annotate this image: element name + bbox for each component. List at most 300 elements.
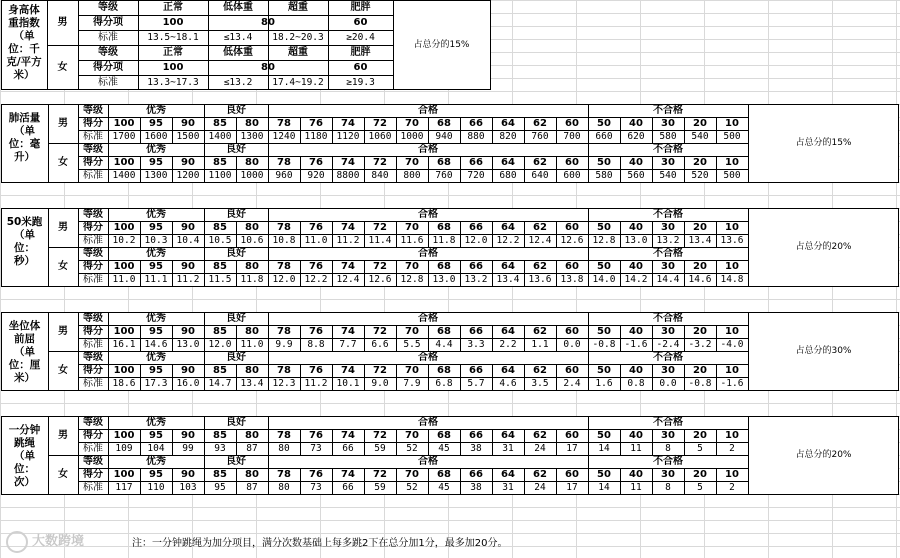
divider — [268, 143, 269, 156]
grade-male-3: 不合格 — [653, 105, 683, 116]
score-cell: 60 — [565, 365, 579, 376]
grade-female-3: 不合格 — [653, 352, 683, 363]
score-cell: 60 — [565, 430, 579, 441]
standard-row-label: 标准 — [83, 131, 103, 142]
female-label: 女 — [58, 469, 68, 480]
standard-cell: 66 — [342, 443, 354, 454]
score-cell: 60 — [565, 261, 579, 272]
standard-cell: 13.4 — [688, 235, 712, 246]
standard-cell: 3.3 — [467, 339, 485, 350]
divider — [204, 143, 205, 156]
bmi-male-label: 男 — [57, 17, 68, 28]
score-cell: 40 — [629, 469, 643, 480]
standard-cell: 7.9 — [403, 378, 421, 389]
standard-cell: 1240 — [272, 131, 296, 142]
standard-cell: 560 — [627, 170, 645, 181]
score-cell: 90 — [181, 326, 195, 337]
score-row-label: 得分 — [83, 469, 103, 480]
score-cell: 78 — [277, 261, 291, 272]
standard-cell: 104 — [147, 443, 165, 454]
standard-cell: 5 — [697, 443, 703, 454]
score-cell: 100 — [113, 222, 135, 233]
score-cell: 60 — [565, 326, 579, 337]
standard-cell: 13.0 — [624, 235, 648, 246]
grade-female-2: 合格 — [418, 144, 438, 155]
score-cell: 74 — [341, 222, 355, 233]
standard-cell: 45 — [438, 482, 450, 493]
standard-cell: 14.2 — [624, 274, 648, 285]
standard-cell: 38 — [470, 443, 482, 454]
grade-male-3: 不合格 — [653, 417, 683, 428]
score-cell: 74 — [341, 118, 355, 129]
standard-cell: 24 — [534, 482, 546, 493]
score-cell: 66 — [469, 469, 483, 480]
score-cell: 100 — [113, 365, 135, 376]
standard-cell: 12.2 — [304, 274, 328, 285]
score-cell: 74 — [341, 469, 355, 480]
standard-cell: 9.9 — [275, 339, 293, 350]
standard-cell: 109 — [115, 443, 133, 454]
standard-cell: 24 — [534, 443, 546, 454]
standard-cell: 12.4 — [528, 235, 552, 246]
grade-female-0: 优秀 — [146, 456, 166, 467]
grade-female-3: 不合格 — [653, 144, 683, 155]
standard-cell: 6.6 — [371, 339, 389, 350]
score-row-label: 得分 — [83, 261, 103, 272]
score-cell: 80 — [245, 118, 259, 129]
standard-cell: 10.2 — [112, 235, 136, 246]
score-cell: 62 — [533, 261, 547, 272]
score-cell: 10 — [725, 365, 739, 376]
grade-row-label: 等级 — [83, 105, 103, 116]
standard-cell: 10.5 — [208, 235, 232, 246]
standard-cell: 12.8 — [592, 235, 616, 246]
bmi-male-std-under: ≤13.4 — [223, 32, 253, 43]
score-cell: 74 — [341, 326, 355, 337]
score-cell: 50 — [597, 469, 611, 480]
standard-cell: 580 — [659, 131, 677, 142]
standard-cell: 700 — [563, 131, 581, 142]
score-cell: 66 — [469, 118, 483, 129]
standard-cell: 11 — [630, 482, 642, 493]
watermark-logo-icon — [6, 531, 28, 553]
divider — [588, 143, 589, 156]
score-cell: 90 — [181, 261, 195, 272]
divider — [204, 455, 205, 468]
standard-cell: 12.0 — [272, 274, 296, 285]
standard-cell: 2.4 — [563, 378, 581, 389]
grade-row-label: 等级 — [83, 352, 103, 363]
standard-cell: 4.6 — [499, 378, 517, 389]
grade-male-2: 合格 — [418, 313, 438, 324]
score-cell: 72 — [373, 365, 387, 376]
score-cell: 62 — [533, 326, 547, 337]
score-cell: 78 — [277, 157, 291, 168]
grade-row-label: 等级 — [83, 144, 103, 155]
standard-row-label: 标准 — [83, 274, 103, 285]
standard-cell: 31 — [502, 443, 514, 454]
standard-cell: 760 — [531, 131, 549, 142]
score-cell: 78 — [277, 326, 291, 337]
score-cell: 72 — [373, 222, 387, 233]
score-cell: 62 — [533, 430, 547, 441]
bmi-female-std-under: ≤13.2 — [223, 77, 253, 88]
grade-male-1: 良好 — [226, 417, 246, 428]
grade-row-label: 等级 — [83, 417, 103, 428]
score-cell: 68 — [437, 118, 451, 129]
standard-cell: 11.4 — [368, 235, 392, 246]
standard-cell: 0.0 — [563, 339, 581, 350]
score-cell: 50 — [597, 222, 611, 233]
grade-row-label: 等级 — [83, 313, 103, 324]
score-cell: 40 — [629, 118, 643, 129]
standard-cell: 14 — [598, 482, 610, 493]
standard-cell: 12.0 — [464, 235, 488, 246]
standard-cell: 13.2 — [464, 274, 488, 285]
divider — [204, 247, 205, 260]
standard-cell: 17 — [566, 482, 578, 493]
grade-female-3: 不合格 — [653, 456, 683, 467]
standard-cell: 73 — [310, 482, 322, 493]
score-cell: 90 — [181, 118, 195, 129]
score-cell: 64 — [501, 469, 515, 480]
grade-female-2: 合格 — [418, 456, 438, 467]
score-cell: 50 — [597, 118, 611, 129]
grade-male-3: 不合格 — [653, 313, 683, 324]
divider — [588, 351, 589, 364]
divider — [204, 208, 205, 221]
standard-cell: 11.2 — [336, 235, 360, 246]
score-cell: 50 — [597, 157, 611, 168]
standard-cell: 11 — [630, 443, 642, 454]
bmi-category-label: 身高体 重指数 （单 位：千 克/平方 米） — [6, 4, 42, 81]
score-cell: 70 — [405, 118, 419, 129]
score-cell: 78 — [277, 118, 291, 129]
divider — [588, 247, 589, 260]
score-cell: 40 — [629, 261, 643, 272]
score-cell: 76 — [309, 118, 323, 129]
score-cell: 30 — [661, 261, 675, 272]
score-cell: 20 — [693, 261, 707, 272]
score-cell: 62 — [533, 118, 547, 129]
footnote: 注：一分钟跳绳为加分项目，满分次数基础上每多跳2下在总分加1分，最多加20分。 — [132, 538, 508, 549]
standard-cell: 3.5 — [531, 378, 549, 389]
standard-cell: 600 — [563, 170, 581, 181]
score-cell: 80 — [245, 365, 259, 376]
standard-cell: 14.4 — [656, 274, 680, 285]
standard-cell: 87 — [246, 443, 258, 454]
standard-cell: -2.4 — [656, 339, 680, 350]
standard-cell: 880 — [467, 131, 485, 142]
grade-female-2: 合格 — [418, 352, 438, 363]
standard-cell: 1200 — [176, 170, 200, 181]
standard-cell: 73 — [310, 443, 322, 454]
grade-female-3: 不合格 — [653, 248, 683, 259]
standard-cell: 1.6 — [595, 378, 613, 389]
score-cell: 20 — [693, 222, 707, 233]
score-cell: 10 — [725, 157, 739, 168]
divider — [588, 312, 589, 325]
standard-cell: 13.0 — [176, 339, 200, 350]
score-cell: 20 — [693, 430, 707, 441]
standard-cell: 17 — [566, 443, 578, 454]
score-cell: 10 — [725, 430, 739, 441]
score-cell: 30 — [661, 118, 675, 129]
standard-cell: 13.4 — [240, 378, 264, 389]
score-cell: 10 — [725, 261, 739, 272]
score-cell: 78 — [277, 222, 291, 233]
standard-cell: 1400 — [208, 131, 232, 142]
divider — [204, 351, 205, 364]
divider — [204, 312, 205, 325]
standard-cell: 1600 — [144, 131, 168, 142]
standard-cell: 2 — [729, 443, 735, 454]
section-category-label: 50米跑 （单 位： 秒） — [6, 216, 43, 267]
divider — [268, 455, 269, 468]
score-cell: 76 — [309, 157, 323, 168]
standard-cell: -1.6 — [624, 339, 648, 350]
standard-cell: 1.1 — [531, 339, 549, 350]
standard-cell: 18.6 — [112, 378, 136, 389]
standard-cell: 110 — [147, 482, 165, 493]
score-cell: 30 — [661, 469, 675, 480]
standard-cell: 13.6 — [720, 235, 744, 246]
bmi-male-score-80: 80 — [261, 17, 275, 28]
score-cell: 95 — [149, 157, 163, 168]
grade-male-2: 合格 — [418, 417, 438, 428]
bmi-female-score-100: 100 — [162, 62, 184, 73]
standard-cell: 13.0 — [432, 274, 456, 285]
section-category-label: 肺活量 （单 位：毫 升） — [8, 112, 41, 163]
score-cell: 76 — [309, 469, 323, 480]
standard-cell: 12.0 — [208, 339, 232, 350]
standard-cell: 80 — [278, 443, 290, 454]
standard-cell: 6.8 — [435, 378, 453, 389]
grade-female-0: 优秀 — [146, 352, 166, 363]
standard-cell: 59 — [374, 443, 386, 454]
score-cell: 50 — [597, 326, 611, 337]
bmi-header-underweight: 低体重 — [223, 2, 253, 13]
score-cell: 85 — [213, 261, 227, 272]
grade-female-1: 良好 — [226, 144, 246, 155]
standard-cell: 940 — [435, 131, 453, 142]
score-cell: 100 — [113, 469, 135, 480]
standard-cell: 12.4 — [336, 274, 360, 285]
score-cell: 76 — [309, 365, 323, 376]
standard-cell: 11.1 — [144, 274, 168, 285]
standard-cell: 620 — [627, 131, 645, 142]
score-cell: 70 — [405, 157, 419, 168]
standard-cell: 11.0 — [112, 274, 136, 285]
grade-male-2: 合格 — [418, 209, 438, 220]
standard-row-label: 标准 — [83, 378, 103, 389]
score-cell: 80 — [245, 469, 259, 480]
score-cell: 64 — [501, 222, 515, 233]
score-cell: 60 — [565, 118, 579, 129]
score-cell: 100 — [113, 430, 135, 441]
score-cell: 100 — [113, 326, 135, 337]
score-row-label: 得分 — [83, 430, 103, 441]
standard-cell: 680 — [499, 170, 517, 181]
score-cell: 30 — [661, 157, 675, 168]
divider — [588, 208, 589, 221]
score-cell: 64 — [501, 118, 515, 129]
standard-cell: 5.5 — [403, 339, 421, 350]
score-cell: 62 — [533, 222, 547, 233]
standard-cell: -3.2 — [688, 339, 712, 350]
score-cell: 85 — [213, 430, 227, 441]
score-cell: 76 — [309, 222, 323, 233]
score-cell: 72 — [373, 261, 387, 272]
standard-cell: 52 — [406, 443, 418, 454]
score-cell: 76 — [309, 326, 323, 337]
standard-cell: 11.0 — [240, 339, 264, 350]
standard-cell: -0.8 — [592, 339, 616, 350]
score-cell: 64 — [501, 430, 515, 441]
bmi-female-score-60: 60 — [353, 62, 368, 73]
standard-cell: 820 — [499, 131, 517, 142]
grade-row-label: 等级 — [83, 248, 103, 259]
female-label: 女 — [58, 365, 68, 376]
score-cell: 85 — [213, 118, 227, 129]
score-cell: 68 — [437, 222, 451, 233]
standard-cell: 14.6 — [688, 274, 712, 285]
score-row-label: 得分 — [83, 326, 103, 337]
standard-cell: 720 — [467, 170, 485, 181]
standard-cell: 0.0 — [659, 378, 677, 389]
bmi-header-obese: 肥胖 — [350, 2, 371, 13]
score-cell: 68 — [437, 157, 451, 168]
score-cell: 100 — [113, 157, 135, 168]
watermark-text: 大数跨境 — [32, 534, 85, 549]
score-cell: 68 — [437, 326, 451, 337]
score-cell: 64 — [501, 261, 515, 272]
score-cell: 70 — [405, 222, 419, 233]
score-cell: 100 — [113, 261, 135, 272]
score-row-label: 得分 — [83, 157, 103, 168]
divider — [588, 416, 589, 429]
grade-male-0: 优秀 — [146, 313, 166, 324]
score-cell: 85 — [213, 365, 227, 376]
standard-cell: 14.7 — [208, 378, 232, 389]
divider — [588, 104, 589, 117]
score-cell: 64 — [501, 365, 515, 376]
bmi-female-header-underweight: 低体重 — [223, 47, 253, 58]
standard-cell: 540 — [659, 170, 677, 181]
standard-cell: 0.8 — [627, 378, 645, 389]
standard-cell: 7.7 — [339, 339, 357, 350]
bmi-male-score-100: 100 — [162, 17, 184, 28]
standard-cell: 1400 — [112, 170, 136, 181]
standard-cell: 80 — [278, 482, 290, 493]
bmi-male-score-60: 60 — [353, 17, 368, 28]
score-cell: 66 — [469, 430, 483, 441]
score-cell: 85 — [213, 222, 227, 233]
score-cell: 40 — [629, 326, 643, 337]
standard-cell: 93 — [214, 443, 226, 454]
score-cell: 72 — [373, 157, 387, 168]
standard-cell: 660 — [595, 131, 613, 142]
score-cell: 78 — [277, 365, 291, 376]
bmi-female-score-80: 80 — [261, 62, 275, 73]
divider — [268, 247, 269, 260]
bmi-female-score-label: 得分项 — [93, 62, 123, 73]
bmi-female-header-obese: 肥胖 — [350, 47, 371, 58]
grade-female-0: 优秀 — [146, 144, 166, 155]
bmi-male-std-normal: 13.5~18.1 — [147, 32, 199, 43]
standard-cell: 10.8 — [272, 235, 296, 246]
standard-cell: 11.6 — [400, 235, 424, 246]
bmi-header-grade: 等级 — [98, 2, 118, 13]
grade-male-1: 良好 — [226, 209, 246, 220]
divider — [588, 455, 589, 468]
bmi-female-std-label: 标准 — [98, 77, 118, 88]
section-category-label: 坐位体 前屈 （单 位：厘 米） — [8, 320, 41, 384]
standard-cell: 4.4 — [435, 339, 453, 350]
standard-cell: 11.8 — [432, 235, 456, 246]
score-cell: 50 — [597, 261, 611, 272]
divider — [268, 416, 269, 429]
standard-cell: 117 — [115, 482, 133, 493]
standard-cell: 1300 — [240, 131, 264, 142]
score-cell: 80 — [245, 326, 259, 337]
bmi-female-header-overweight: 超重 — [288, 47, 308, 58]
grade-female-0: 优秀 — [146, 248, 166, 259]
score-cell: 20 — [693, 157, 707, 168]
bmi-header-overweight: 超重 — [288, 2, 308, 13]
score-cell: 20 — [693, 469, 707, 480]
standard-cell: 14.8 — [720, 274, 744, 285]
score-cell: 95 — [149, 222, 163, 233]
score-cell: 64 — [501, 326, 515, 337]
standard-cell: 95 — [214, 482, 226, 493]
standard-cell: -1.6 — [720, 378, 744, 389]
score-cell: 72 — [373, 118, 387, 129]
score-cell: 85 — [213, 326, 227, 337]
standard-cell: 12.8 — [400, 274, 424, 285]
score-cell: 100 — [113, 118, 135, 129]
score-cell: 74 — [341, 261, 355, 272]
standard-cell: 103 — [179, 482, 197, 493]
score-cell: 20 — [693, 365, 707, 376]
score-cell: 10 — [725, 326, 739, 337]
section-category-label: 一分钟 跳绳 （单 位： 次） — [8, 424, 41, 488]
standard-cell: 8 — [665, 482, 671, 493]
grade-female-2: 合格 — [418, 248, 438, 259]
standard-cell: 14 — [598, 443, 610, 454]
standard-cell: 500 — [723, 131, 741, 142]
score-cell: 66 — [469, 157, 483, 168]
score-cell: 78 — [277, 430, 291, 441]
bmi-male-std-over: 18.2~20.3 — [272, 32, 324, 43]
standard-cell: 13.8 — [560, 274, 584, 285]
score-cell: 74 — [341, 365, 355, 376]
standard-cell: 580 — [595, 170, 613, 181]
standard-cell: 16.1 — [112, 339, 136, 350]
divider — [268, 312, 269, 325]
score-cell: 72 — [373, 326, 387, 337]
standard-cell: 840 — [371, 170, 389, 181]
score-cell: 10 — [725, 469, 739, 480]
standard-cell: 13.2 — [656, 235, 680, 246]
score-cell: 80 — [245, 261, 259, 272]
section-weight-label: 占总分的20% — [795, 450, 852, 460]
standard-cell: 1000 — [400, 131, 424, 142]
score-cell: 70 — [405, 261, 419, 272]
standard-cell: 10.3 — [144, 235, 168, 246]
score-cell: 20 — [693, 118, 707, 129]
standard-cell: 1060 — [368, 131, 392, 142]
